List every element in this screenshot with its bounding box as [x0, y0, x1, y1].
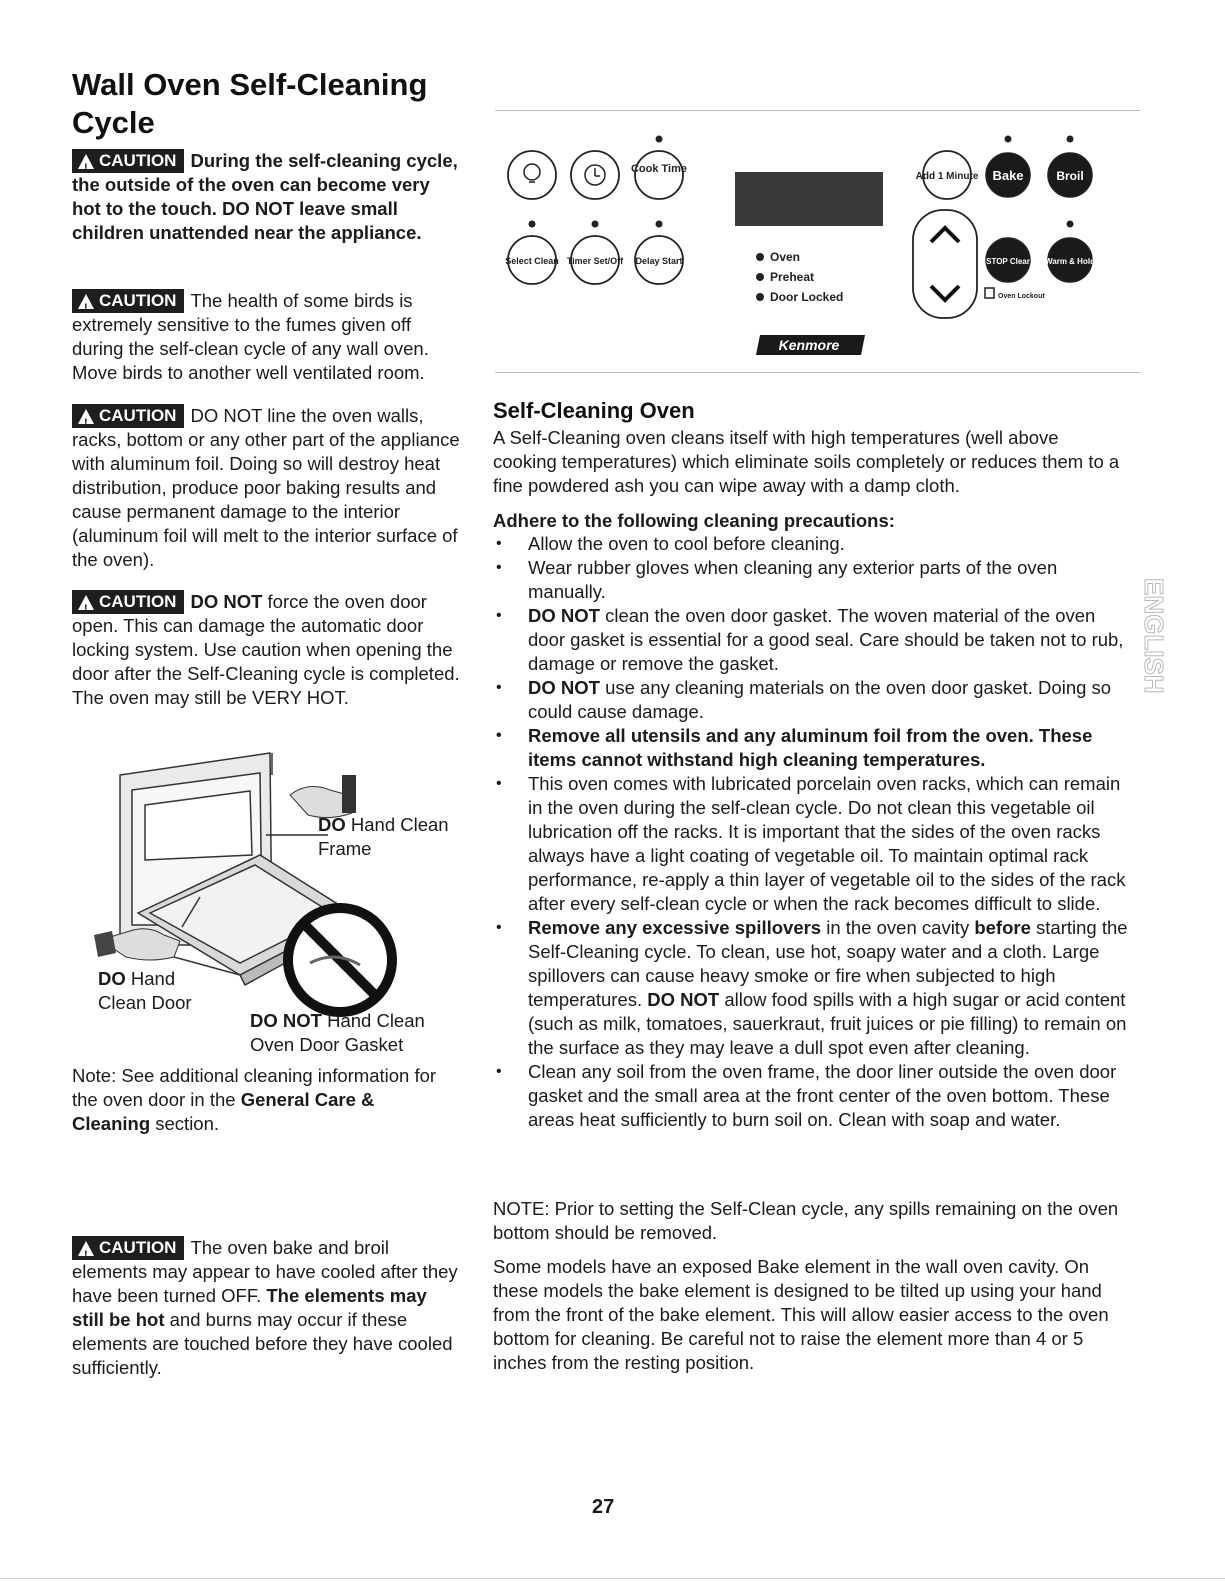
warning-icon	[78, 154, 94, 169]
caution-badge: ! CAUTION	[72, 149, 184, 173]
list-item: • Remove any excessive spillovers in the oven cavity before starting the Self-Cleaning cycle. To clean, use hot, soapy water and a cloth. Large spillovers can cause heavy smoke or fire when subjected to high temperatures. DO NOT allow food spills with a high sugar or acid content (such as milk, tomatoes, sauerkraut, fruit juices or pie filling) to remain on the surface as they may leave a dull spot even after cleaning.	[493, 916, 1133, 1060]
delay-start-label: Delay Start	[635, 256, 683, 266]
caution-text: During the self-cleaning cycle, the outside of the oven can become very hot to the touch. DO NOT leave small children unattended near the appliance.	[72, 150, 458, 243]
caution-birds	[72, 289, 462, 385]
section-intro: A Self-Cleaning oven cleans itself with high temperatures (well above cooking temperatures) which eliminate soils completely or reduces them to a fine powdered ash you can wipe away with a damp cloth.	[493, 427, 1120, 496]
caution-lead: DO NOT	[190, 591, 263, 612]
display-window	[735, 172, 883, 226]
control-panel-illustration	[495, 110, 1140, 380]
caution-hot-elements: ! CAUTION The oven bake and broil elements may appear to have cooled after they have been turned OFF. The elements may still be hot and burns may occur if these elements are touched before they have cooled sufficiently.	[72, 1236, 462, 1380]
hand-icon-top	[290, 775, 356, 818]
list-item: • DO NOT clean the oven door gasket. The woven material of the oven door gasket is essential for a good seal. Care should be taken not to rub, damage or remove the gasket.	[493, 604, 1133, 676]
self-clean-note: NOTE: Prior to setting the Self-Clean cycle, any spills remaining on the oven bottom should be removed.	[493, 1198, 1119, 1243]
warning-icon	[78, 1241, 94, 1256]
list-item: • DO NOT use any cleaning materials on the oven door gasket. Doing so could cause damage.	[493, 676, 1133, 724]
bake-element-paragraph: Some models have an exposed Bake element in the wall oven cavity. On these models the bake element is designed to be tilted up using your hand from the front of the bake element. This will allow easier access to the oven bottom for cleaning. Be careful not to raise the element more than 4 or 5 inches from the resting position.	[493, 1256, 1109, 1373]
caution-text: force the oven door open. This can damage the automatic door locking system. Use caution when opening the door after the Self-Cleaning cycle is completed. The oven may still be VERY HOT.	[72, 591, 460, 708]
caution-badge: ! CAUTION	[72, 590, 184, 614]
section-title: Self-Cleaning Oven	[493, 398, 695, 423]
caution-badge: ! CAUTION	[72, 404, 184, 428]
bake-label: Bake	[992, 168, 1024, 183]
list-item: • Clean any soil from the oven frame, the door liner outside the oven door gasket and the small area at the front center of the oven bottom. These areas heat sufficiently to burn soil on. Clean with soap and water.	[493, 1060, 1133, 1132]
control-panel-drawing	[495, 110, 1140, 380]
caution-text: The health of some birds is extremely sensitive to the fumes given off during the self-clean cycle of any wall oven. Move birds to another well ventilated room.	[72, 290, 429, 383]
warning-icon	[78, 595, 94, 610]
no-symbol-icon	[288, 908, 392, 1012]
door-label: DO Hand Clean Door	[98, 968, 192, 1013]
general-care-note: Note: See additional cleaning information for the oven door in the General Care & Cleaning section.	[72, 1065, 437, 1134]
brand-name: Kenmore	[778, 337, 840, 353]
caution-badge: ! CAUTION	[72, 1236, 184, 1260]
warning-icon	[78, 409, 94, 424]
precautions-heading: Adhere to the following cleaning precautions:	[493, 510, 895, 531]
timer-label: Timer Set/Off	[566, 256, 624, 266]
cook-time-label: Cook Time	[630, 163, 688, 175]
indicator-preheat: Preheat	[770, 270, 815, 284]
indicator-door-locked: Door Locked	[770, 290, 844, 304]
caution-aluminum-foil	[72, 404, 462, 572]
bottom-rule	[0, 1578, 1225, 1579]
stop-clear-label: STOP Clear	[986, 257, 1030, 266]
panel-bottom-rule	[495, 372, 1140, 373]
lock-icon	[985, 288, 994, 298]
add-minute-label: Add 1 Minute	[915, 171, 979, 182]
gasket-label: DO NOT Hand Clean Oven Door Gasket	[250, 1010, 425, 1055]
precautions-list	[493, 532, 1133, 1132]
caution-text: DO NOT line the oven walls, racks, bottom or any other part of the appliance with aluminum foil. Doing so will destroy heat distribution, produce poor baking results and cause permanent damage to the interior (aluminum foil will melt to the interior surface of the oven).	[72, 405, 460, 570]
language-tab	[1128, 578, 1169, 728]
list-item: • Allow the oven to cool before cleaning.	[493, 532, 1133, 556]
list-item: • Remove all utensils and any aluminum foil from the oven. These items cannot withstand high cleaning temperatures.	[493, 724, 1133, 772]
caution-hot-exterior	[72, 149, 462, 245]
oven-door-illustration	[90, 735, 450, 1055]
broil-label: Broil	[1056, 169, 1084, 183]
oven-lockout-label: Oven Lockout	[998, 293, 1045, 300]
caution-badge: ! CAUTION	[72, 289, 184, 313]
caution-force-door	[72, 590, 462, 710]
indicator-dots	[756, 253, 764, 301]
indicator-oven: Oven	[770, 250, 801, 264]
page-title: Wall Oven Self-Cleaning Cycle	[72, 67, 428, 140]
language-tab-text: ENGLISH	[1139, 578, 1169, 694]
warning-icon	[78, 294, 94, 309]
warm-hold-label: Warm & Hold	[1045, 257, 1095, 266]
page-number: 27	[592, 1496, 615, 1518]
list-item: • Wear rubber gloves when cleaning any exterior parts of the oven manually.	[493, 556, 1133, 604]
select-clean-label: Select Clean	[505, 256, 559, 266]
list-item: • This oven comes with lubricated porcelain oven racks, which can remain in the oven during the self-clean cycle. Do not clean this vegetable oil lubrication off the racks. It is important that the sides of the oven racks always have a light coating of vegetable oil. To maintain optimal rack performance, re-apply a thin layer of vegetable oil to the sides of the rack after every self-clean cycle or when the rack becomes difficult to slide.	[493, 772, 1133, 916]
frame-label: DO Hand Clean Frame	[318, 814, 449, 859]
